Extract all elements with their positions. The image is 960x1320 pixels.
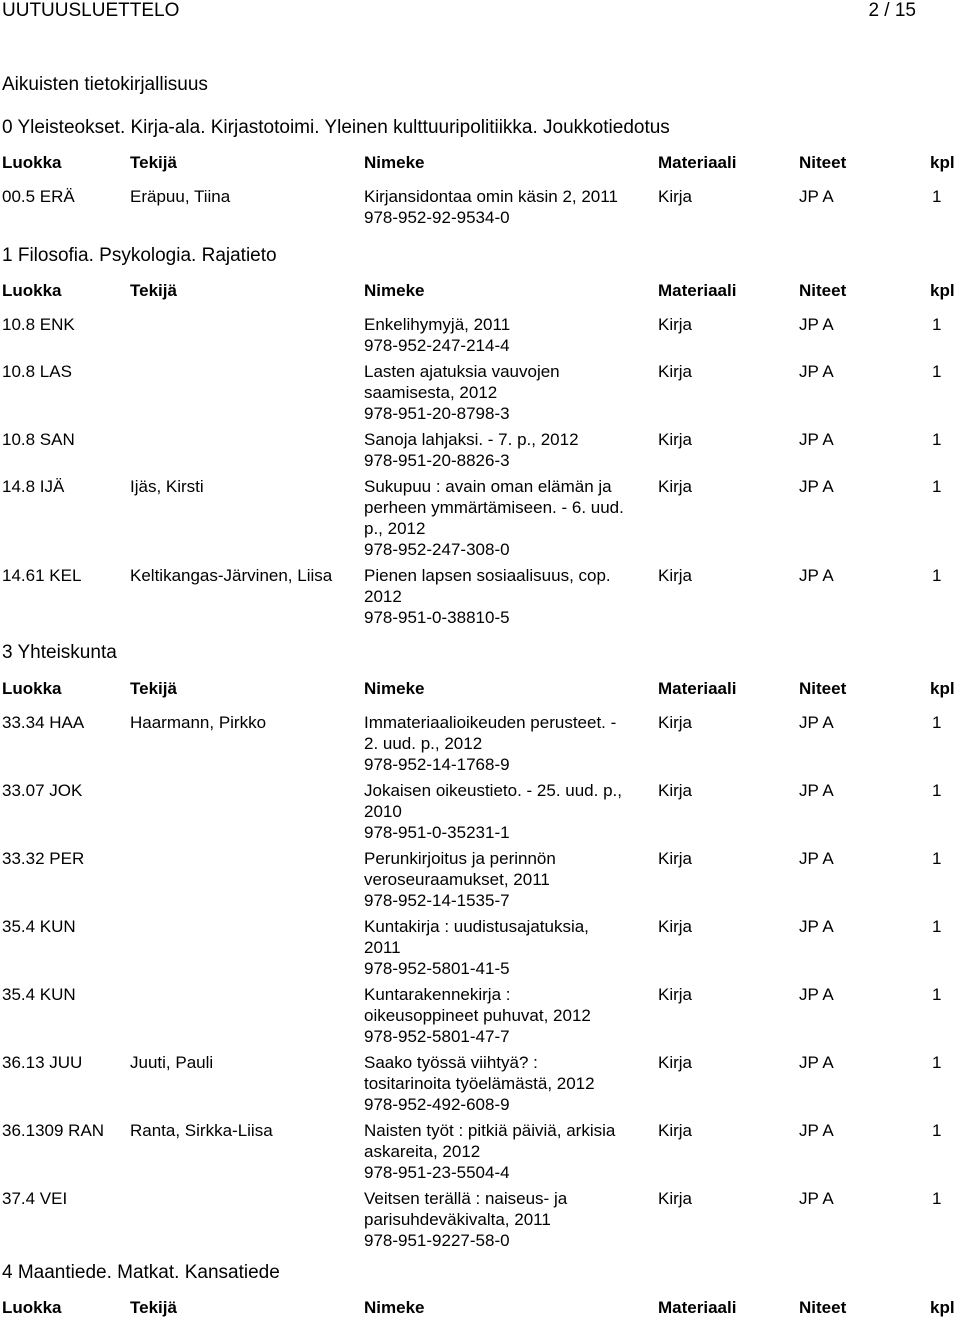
column-header-kpl: kpl [930,281,955,300]
entry-title-line: 2012 [364,587,402,606]
entry-isbn: 978-951-0-35231-1 [364,823,510,842]
entry-title [364,848,649,911]
entry-title-line: Kuntarakennekirja : [364,985,511,1004]
entry-isbn: 978-952-14-1768-9 [364,755,510,774]
entry-isbn: 978-952-14-1535-7 [364,891,510,910]
column-header-kpl: kpl [930,1298,955,1317]
entry-title-line: oikeusoppineet puhuvat, 2012 [364,1006,591,1025]
entry-list [0,186,960,228]
entry-title-line: 2011 [364,938,401,957]
entry-material: Kirja [658,187,693,206]
entry-isbn: 978-952-247-214-4 [364,336,510,355]
collection-heading: Aikuisten tietokirjallisuus [2,74,208,95]
entry-isbn: 978-951-20-8826-3 [364,451,510,470]
entry-class: 10.8 LAS [2,362,72,381]
entry-class: 10.8 ENK [2,315,75,334]
entry-material: Kirja [658,430,693,449]
entry-material: Kirja [658,315,693,334]
entry-niteet: JP A [799,781,834,800]
entry-title-line: Lasten ajatuksia vauvojen [364,362,560,381]
entry-material: Kirja [658,477,693,496]
entry-title-line: 2010 [364,802,402,821]
entry-title-line: saamisesta, 2012 [364,383,498,402]
column-header-row [0,678,960,700]
entry-title-line: veroseuraamukset, 2011 [364,870,550,889]
entry-list [0,712,960,1251]
entry-material: Kirja [658,781,693,800]
entry-title-line: Kuntakirja : uudistusajatuksia, [364,917,589,936]
column-header-class: Luokka [2,153,62,172]
column-header-author: Tekijä [130,281,177,300]
entry-title-line: p., 2012 [364,519,426,538]
entry-isbn: 978-952-5801-41-5 [364,959,510,978]
catalog-entry [0,1188,960,1251]
entry-material: Kirja [658,566,693,585]
column-header-row [0,1297,960,1319]
entry-class: 37.4 VEI [2,1189,68,1208]
entry-material: Kirja [658,362,693,381]
entry-title-line: Pienen lapsen sosiaalisuus, cop. [364,566,611,585]
entry-kpl: 1 [932,917,942,936]
catalog-entry [0,186,960,228]
column-header-author: Tekijä [130,679,177,698]
catalog-entry [0,848,960,911]
entry-title-line: Kirjansidontaa omin käsin 2, 2011 [364,187,618,206]
entry-isbn: 978-951-0-38810-5 [364,608,510,627]
catalog-entry [0,565,960,628]
entry-isbn: 978-952-247-308-0 [364,540,510,559]
entry-title [364,1120,649,1183]
catalog-entry [0,916,960,979]
column-header-material: Materiaali [658,679,737,698]
section-3 [0,642,960,1256]
column-header-class: Luokka [2,281,62,300]
entry-class: 00.5 ERÄ [2,187,75,206]
section-title: 0 Yleisteokset. Kirja-ala. Kirjastotoimi. Yleinen kulttuuripolitiikka. Joukkotiedotus [2,117,670,138]
catalog-entry [0,1052,960,1115]
entry-class: 14.8 IJÄ [2,477,65,496]
entry-title-line: Jokaisen oikeustieto. - 25. uud. p., [364,781,622,800]
entry-class: 36.1309 RAN [2,1121,105,1140]
column-header-title: Nimeke [364,281,425,300]
column-header-row [0,280,960,302]
entry-class: 10.8 SAN [2,430,75,449]
entry-title [364,476,649,560]
column-header-niteet: Niteet [799,1298,847,1317]
section-title: 1 Filosofia. Psykologia. Rajatieto [2,245,277,266]
section-0 [0,117,960,233]
entry-title [364,314,649,356]
entry-isbn: 978-951-23-5504-4 [364,1163,510,1182]
entry-title [364,712,649,775]
entry-material: Kirja [658,917,693,936]
entry-isbn: 978-952-492-608-9 [364,1095,510,1114]
entry-title-line: Naisten työt : pitkiä päiviä, arkisia [364,1121,616,1140]
column-header-title: Nimeke [364,679,425,698]
document-title: UUTUUSLUETTELO [2,0,180,21]
entry-class: 33.32 PER [2,849,85,868]
entry-title [364,565,649,628]
entry-niteet: JP A [799,1121,834,1140]
catalog-entry [0,780,960,843]
entry-title-line: Saako työssä viihtyä? : [364,1053,538,1072]
entry-material: Kirja [658,849,693,868]
catalog-entry [0,429,960,471]
entry-kpl: 1 [932,713,942,732]
column-header-author: Tekijä [130,1298,177,1317]
entry-title [364,1188,649,1251]
entry-class: 14.61 KEL [2,566,82,585]
entry-author: Haarmann, Pirkko [130,713,267,732]
entry-kpl: 1 [932,430,942,449]
entry-author: Juuti, Pauli [130,1053,214,1072]
entry-author: Eräpuu, Tiina [130,187,231,206]
entry-isbn: 978-952-92-9534-0 [364,208,510,227]
entry-list [0,314,960,628]
column-header-material: Materiaali [658,1298,737,1317]
entry-title-line: Veitsen terällä : naiseus- ja [364,1189,568,1208]
entry-title-line: askareita, 2012 [364,1142,481,1161]
catalog-entry [0,1120,960,1183]
entry-niteet: JP A [799,430,834,449]
column-header-author: Tekijä [130,153,177,172]
entry-niteet: JP A [799,566,834,585]
section-4 [0,1262,960,1319]
section-title: 4 Maantiede. Matkat. Kansatiede [2,1262,280,1283]
page-number: 2 / 15 [868,0,916,21]
entry-niteet: JP A [799,849,834,868]
entry-material: Kirja [658,1053,693,1072]
entry-kpl: 1 [932,362,942,381]
column-header-class: Luokka [2,679,62,698]
entry-class: 35.4 KUN [2,985,76,1004]
column-header-niteet: Niteet [799,679,847,698]
entry-niteet: JP A [799,187,834,206]
entry-title [364,984,649,1047]
entry-kpl: 1 [932,566,942,585]
entry-title-line: Immateriaalioikeuden perusteet. - [364,713,617,732]
entry-isbn: 978-952-5801-47-7 [364,1027,510,1046]
catalog-entry [0,712,960,775]
section-1 [0,245,960,633]
entry-title-line: 2. uud. p., 2012 [364,734,483,753]
entry-title-line: perheen ymmärtämiseen. - 6. uud. [364,498,624,517]
entry-material: Kirja [658,985,693,1004]
column-header-material: Materiaali [658,153,737,172]
column-header-class: Luokka [2,1298,62,1317]
entry-author: Ranta, Sirkka-Liisa [130,1121,273,1140]
entry-material: Kirja [658,1189,693,1208]
entry-niteet: JP A [799,713,834,732]
entry-class: 35.4 KUN [2,917,76,936]
catalog-entry [0,314,960,356]
column-header-title: Nimeke [364,153,425,172]
entry-kpl: 1 [932,781,942,800]
entry-niteet: JP A [799,1189,834,1208]
catalog-entry [0,984,960,1047]
entry-kpl: 1 [932,1053,942,1072]
entry-title [364,780,649,843]
entry-title-line: parisuhdeväkivalta, 2011 [364,1210,551,1229]
entry-class: 33.07 JOK [2,781,83,800]
column-header-material: Materiaali [658,281,737,300]
entry-class: 33.34 HAA [2,713,85,732]
column-header-kpl: kpl [930,679,955,698]
entry-isbn: 978-951-20-8798-3 [364,404,510,423]
entry-title [364,1052,649,1115]
column-header-row [0,152,960,174]
entry-author: Keltikangas-Järvinen, Liisa [130,566,333,585]
entry-kpl: 1 [932,315,942,334]
entry-title-line: Sanoja lahjaksi. - 7. p., 2012 [364,430,579,449]
entry-niteet: JP A [799,985,834,1004]
entry-kpl: 1 [932,1121,942,1140]
section-title: 3 Yhteiskunta [2,642,117,663]
entry-title [364,186,649,228]
column-header-kpl: kpl [930,153,955,172]
entry-isbn: 978-951-9227-58-0 [364,1231,510,1250]
entry-title [364,429,649,471]
catalog-entry [0,361,960,424]
entry-niteet: JP A [799,362,834,381]
entry-title-line: Enkelihymyjä, 2011 [364,315,511,334]
entry-class: 36.13 JUU [2,1053,83,1072]
entry-author: Ijäs, Kirsti [130,477,204,496]
catalog-entry [0,476,960,560]
entry-kpl: 1 [932,849,942,868]
column-header-title: Nimeke [364,1298,425,1317]
entry-title [364,916,649,979]
entry-kpl: 1 [932,985,942,1004]
entry-kpl: 1 [932,477,942,496]
column-header-niteet: Niteet [799,281,847,300]
entry-niteet: JP A [799,1053,834,1072]
entry-material: Kirja [658,713,693,732]
entry-material: Kirja [658,1121,693,1140]
entry-title [364,361,649,424]
entry-niteet: JP A [799,917,834,936]
entry-kpl: 1 [932,1189,942,1208]
entry-niteet: JP A [799,315,834,334]
column-header-niteet: Niteet [799,153,847,172]
entry-niteet: JP A [799,477,834,496]
entry-title-line: Perunkirjoitus ja perinnön [364,849,556,868]
entry-title-line: Sukupuu : avain oman elämän ja [364,477,612,496]
entry-kpl: 1 [932,187,942,206]
entry-title-line: tositarinoita työelämästä, 2012 [364,1074,595,1093]
